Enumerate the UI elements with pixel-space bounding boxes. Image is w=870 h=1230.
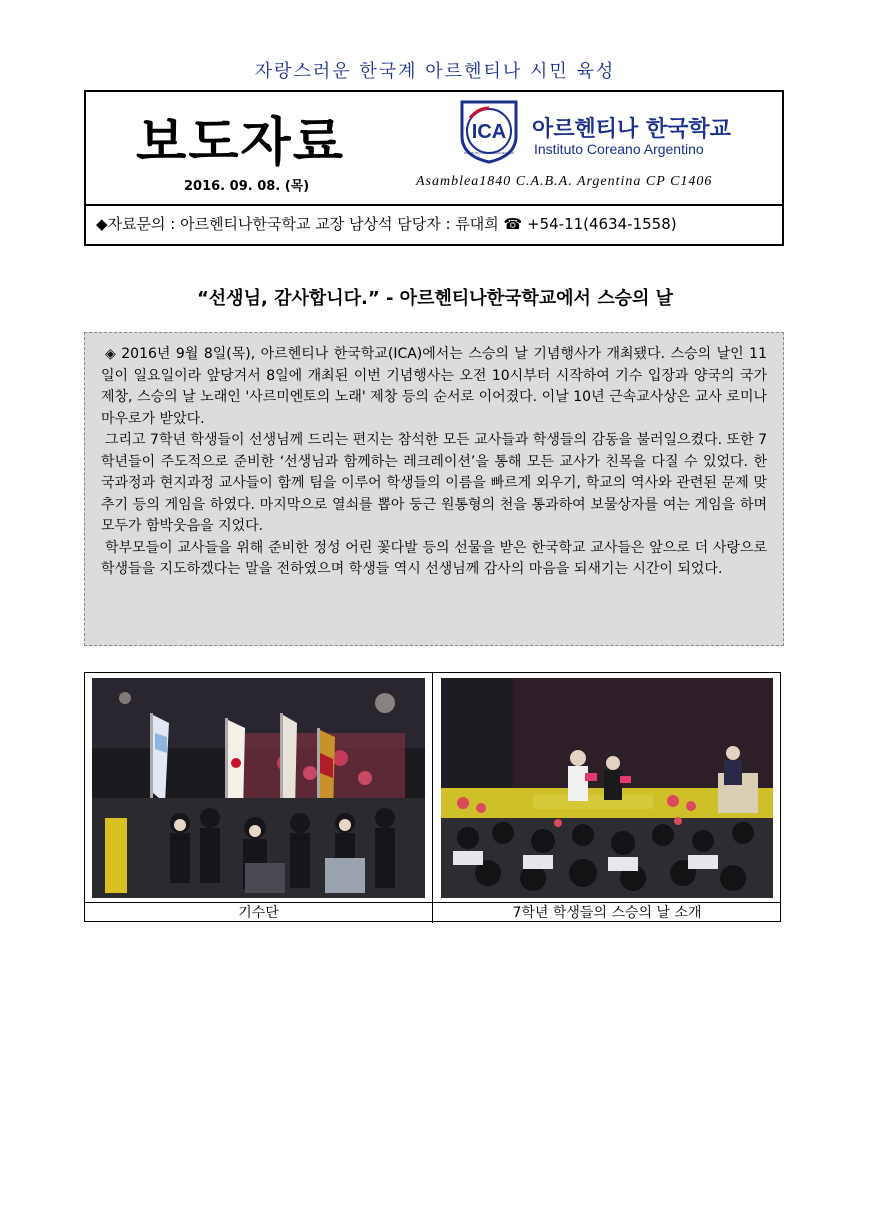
students-intro-photo: [433, 673, 780, 902]
article-headline: “선생님, 감사합니다.” - 아르헨티나한국학교에서 스승의 날: [196, 288, 674, 309]
article-paragraph: ◈ 2016년 9월 8일(목), 아르헨티나 한국학교(ICA)에서는 스승의 날 기념행사가 개최됐다. 스승의 날인 11일이 일요일이라 앞당겨서 8일에 개최된 이번 기념행사는 오전 10시부터 시작하여 기수 입장과 양국의 국가 제창, 스승의 날 노래인 '사르미엔토의 노래' 제창 등의 순서로 이어졌다. 이날 10년 근속교사상은 교사 로미나 마우로가 받았다.: [101, 346, 767, 427]
header-top-row: [86, 92, 782, 205]
contact-info: ◆자료문의 : 아르헨티나한국학교 교장 남상석 담당자 : 류대희 ☎ +54-11(4634-1558): [96, 215, 677, 233]
flag-bearers-photo: [85, 673, 432, 902]
photo-caption: 기수단: [85, 903, 433, 923]
school-logo: [458, 98, 520, 164]
caption-row: [85, 902, 780, 923]
article-paragraph: 그리고 7학년 학생들이 선생님께 드리는 편지는 참석한 모든 교사들과 학생들의 감동을 불러일으켰다. 또한 7학년들이 주도적으로 준비한 ‘선생님과 함께하는 레크레이션’을 통해 모든 교사가 친목을 다질 수 있었다. 한국과정과 현지과정 교사들이 함께 팀을 이루어 학생들의 이름을 빠르게 외우기, 학교의 역사와 관련된 문제 맞추기 등의 게임을 하였다. 마지막으로 열쇠를 뽑아 둥근 원통형의 천을 통과하여 보물상자를 여는 게임을 하며 모두가 함박웃음을 지었다.: [101, 432, 767, 534]
release-date: 2016. 09. 08. (목): [184, 179, 310, 194]
school-motto: 자랑스러운 한국계 아르헨티나 시민 육성: [254, 61, 616, 82]
article-paragraph: 학부모들이 교사들을 위해 준비한 정성 어린 꽃다발 등의 선물을 받은 한국학교 교사들은 앞으로 더 사랑으로 학생들을 지도하겠다는 말을 전하였으며 학생들 역시 선생님께 감사의 마음을 되새기는 시간이 되었다.: [101, 539, 767, 577]
document-type-title: 보도자료: [136, 113, 345, 173]
school-name-korean: 아르헨티나 한국학교: [532, 117, 731, 142]
photo-cell-students-intro: [433, 673, 781, 903]
header-divider: [86, 204, 782, 206]
photo-caption: 7학년 학생들의 스승의 날 소개: [512, 905, 702, 921]
logo-ring-text: INSTITUTO COREANO ARGENTINO: [463, 151, 515, 155]
school-address: Asamblea1840 C.A.B.A. Argentina CP C1406: [416, 174, 713, 189]
photo-table: [84, 672, 781, 922]
photo-cell-flag-bearers: [85, 673, 433, 903]
article-body: [84, 332, 784, 646]
logo-letters: ICA: [471, 121, 507, 143]
school-name-spanish: Instituto Coreano Argentino: [534, 141, 704, 157]
press-release-header: [84, 90, 784, 246]
